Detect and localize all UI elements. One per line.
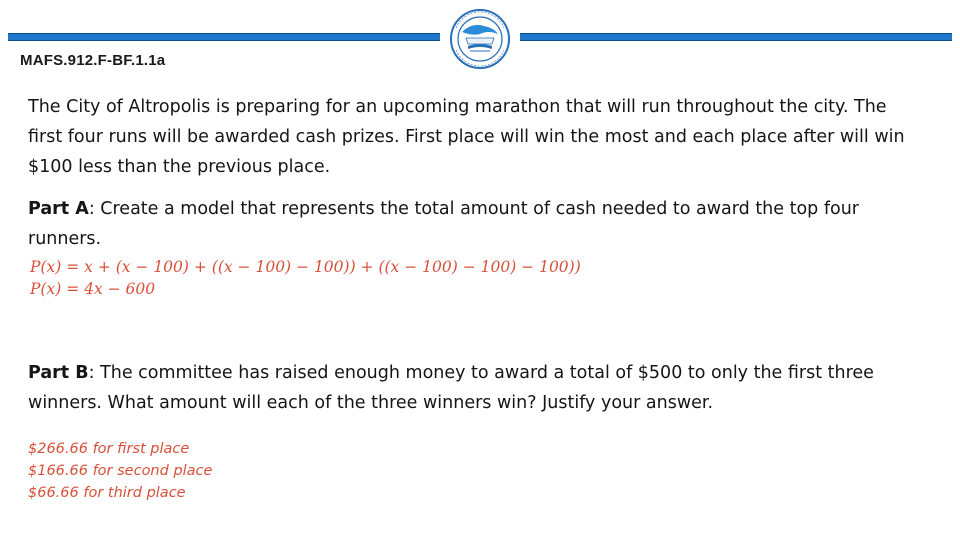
answer-third-place: $66.66 for third place [28, 485, 186, 501]
part-a-prompt [28, 194, 908, 254]
problem-content [28, 92, 908, 504]
part-b-answers [28, 438, 908, 504]
part-a-equation-1: P(x) = x + (x − 100) + ((x − 100) − 100)) + ((x − 100) − 100) − 100)) [30, 258, 581, 276]
part-a-text: : Create a model that represents the total amount of cash needed to award the top four runners. [28, 199, 859, 249]
part-a-equation-2: P(x) = 4x − 600 [30, 280, 156, 298]
answer-first-place: $266.66 for first place [28, 441, 190, 457]
part-b-text: : The committee has raised enough money to award a total of $500 to only the first three winners. What amount will each of the three winners win? Justify your answer. [28, 363, 874, 413]
school-district-seal-icon [446, 8, 514, 70]
problem-intro: The City of Altropolis is preparing for an upcoming marathon that will run throughout the city. The first four runs will be awarded cash prizes. First place will win the most and each place after will win $100 less than the previous place. [28, 97, 905, 177]
answer-second-place: $166.66 for second place [28, 463, 213, 479]
part-a-equations [30, 256, 908, 300]
header-bar-right [520, 33, 952, 41]
part-b-label: Part B [28, 363, 89, 383]
standard-code: MAFS.912.F-BF.1.1a [20, 52, 166, 69]
header-bar-left [8, 33, 440, 41]
part-a-label: Part A [28, 199, 89, 219]
part-b-prompt [28, 358, 908, 418]
